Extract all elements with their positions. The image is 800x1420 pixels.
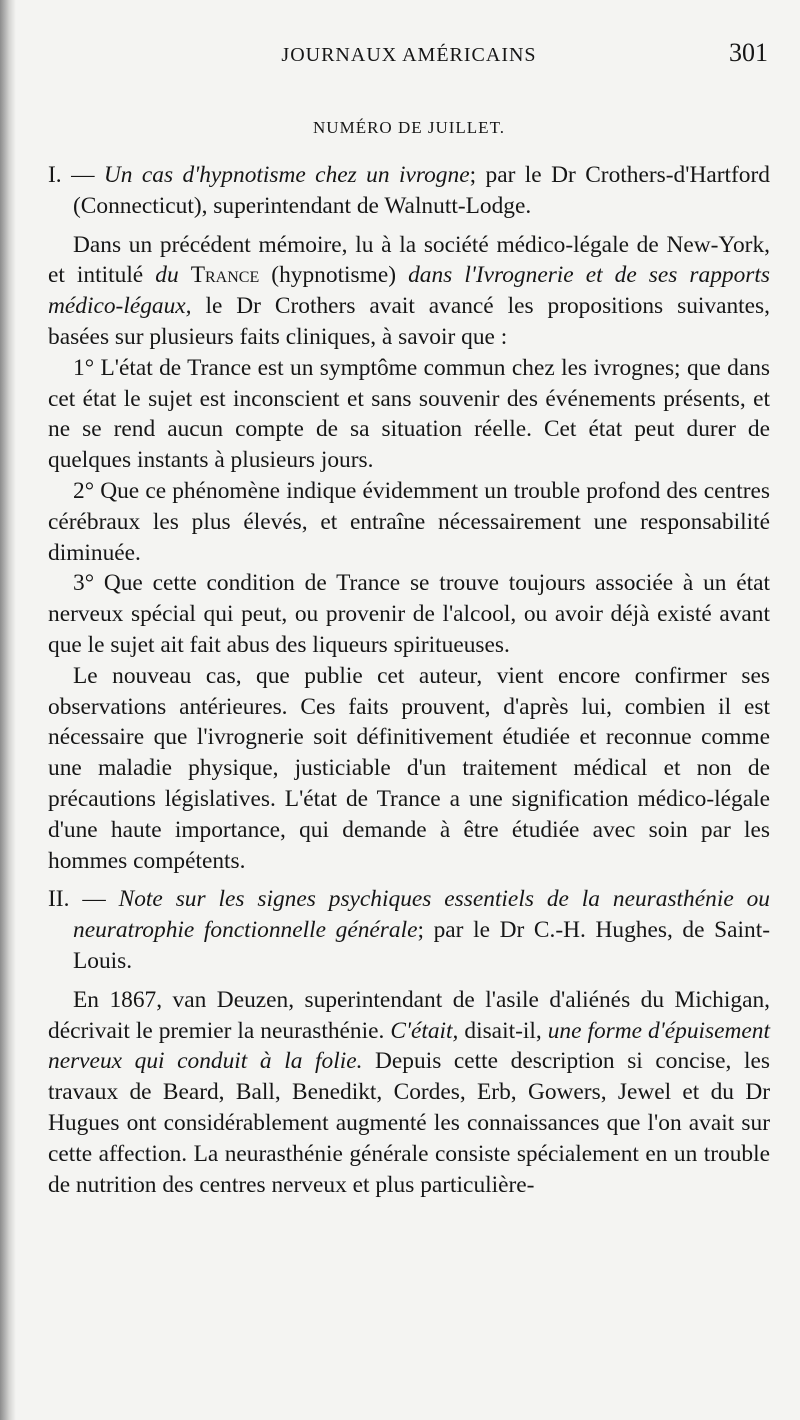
article-1-conclusion: Le nouveau cas, que publie cet auteur, vient encore confirmer ses observations antérieures. Ces faits prouvent, d'après lui, combien il est nécessaire que l'ivrognerie soit définitivement étudiée et reconnue comme une maladie physique, justiciable d'un traitement médical et non de précautions législatives. L'état de Trance a une signification médico-légale d'une haute importance, qui demande à être étudiée avec soin par les hommes compétents. — [48, 662, 770, 874]
article-2-body — [48, 985, 770, 1201]
intro-du: du — [155, 262, 179, 289]
article-1-title: Un cas d'hypnotisme chez un ivrogne — [103, 162, 470, 188]
proposition-2: 2° Que ce phénomène indique évidemment un trouble profond des centres cérébraux les plus élevés, et entraîne nécessairement une responsabilité diminuée. — [48, 477, 770, 566]
article-2-title: Note sur les signes psychiques essentiels de la neurasthénie ou neuratrophie fonctionnelle générale — [73, 886, 770, 944]
quote-part-1: C'était, — [390, 1017, 459, 1044]
proposition-3: 3° Que cette condition de Trance se trouve toujours associée à un état nerveux spécial qui peut, ou provenir de l'alcool, ou avoir déjà existé avant que le sujet ait fait abus des liqueurs spiritueuses. — [48, 570, 770, 658]
section-heading: NUMÉRO DE JUILLET. — [313, 118, 505, 137]
body-disait-il: disait-il, — [464, 1017, 542, 1044]
running-title: JOURNAUX AMÉRICAINS — [281, 44, 537, 66]
article-2-heading — [48, 884, 770, 976]
article-1-intro — [48, 230, 770, 353]
intro-text: Dans un précédent mémoire, lu à la société médico-légale de New-York, et intitulé — [48, 231, 770, 289]
article-2-byline: ; par le Dr C.-H. Hughes, de Saint-Louis. — [73, 917, 770, 974]
page-gutter-shadow — [0, 0, 16, 1420]
body-text-end: Depuis cette description si concise, les travaux de Beard, Ball, Benedikt, Cordes, Erb, Gowers, Jewel et du Dr Hugues ont considérablement augmenté les connaissances que l'on avait sur cette affection. La neurasthénie générale consiste spécialement en un trouble de nutrition des centres nerveux et plus particulière- — [48, 1048, 770, 1198]
intro-memoir-title: dans l'Ivrognerie et de ses rapports médico-légaux, — [48, 262, 771, 320]
article-1-byline: ; par le Dr Crothers-d'Hartford (Connecticut), superintendant de Walnutt-Lodge. — [73, 162, 770, 219]
body-text — [48, 160, 770, 1200]
article-1-heading — [48, 160, 770, 222]
article-2-number: II. — — [48, 886, 106, 913]
running-header — [48, 38, 770, 78]
intro-hypnotisme: (hypnotisme) — [271, 262, 397, 289]
proposition-1: 1° L'état de Trance est un symptôme commun chez les ivrognes; que dans cet état le sujet est inconscient et sans souvenir des événements présents, et ne se rend aucun compte de sa situation réelle. Cet état peut durer de quelques instants à plusieurs jours. — [48, 354, 770, 474]
body-text-start: En 1867, van Deuzen, superintendant de l'asile d'aliénés du Michigan, décrivait le premier la neurasthénie. — [48, 986, 770, 1044]
quote-part-2: une forme d'épuisement nerveux qui conduit à la folie. — [48, 1017, 770, 1075]
intro-text-end: le Dr Crothers avait avancé les propositions suivantes, basées sur plusieurs faits cliniques, à savoir que : — [48, 293, 770, 350]
intro-trance: Trance — [190, 262, 260, 289]
page-number: 301 — [729, 38, 768, 67]
article-1-number: I. — — [48, 162, 95, 188]
